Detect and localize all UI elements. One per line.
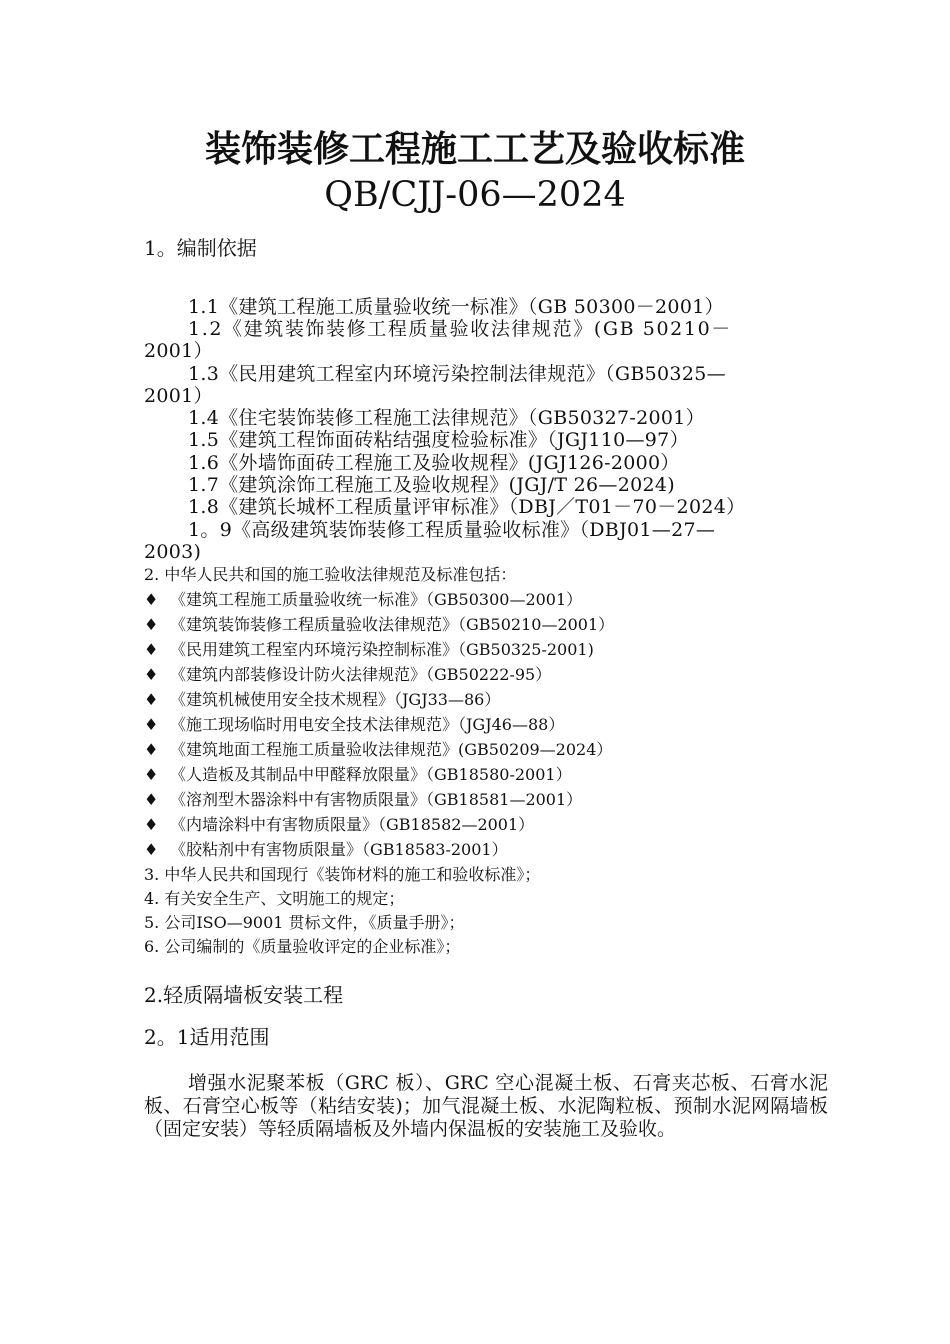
bullet-text: 《人造板及其制品中甲醛释放限量》（GB18580-2001）	[170, 765, 572, 784]
bullet-text: 《建筑地面工程施工质量验收法律规范》(GB50209—2024）	[170, 740, 613, 759]
reference-item-continuation: 2003)	[144, 541, 202, 563]
section-2-1-heading: 2。1适用范围	[144, 1025, 270, 1049]
diamond-bullet-icon: ♦	[144, 840, 159, 859]
bullet-text: 《建筑装饰装修工程质量验收法律规范》（GB50210—2001）	[170, 615, 615, 634]
standard-bullet-item	[144, 664, 551, 686]
standard-bullet-item	[144, 814, 534, 836]
bullet-text: 《施工现场临时用电安全技术法律规范》（JGJ46—88）	[170, 715, 565, 734]
bullet-text: 《建筑工程施工质量验收统一标准》（GB50300—2001）	[170, 590, 583, 609]
reference-item: 1.5《建筑工程饰面砖粘结强度检验标准》（JGJ110—97）	[188, 429, 689, 451]
section-1-heading: 1。编制依据	[144, 236, 257, 260]
item-5: 5. 公司ISO—9001 贯标文件，《质量手册》；	[144, 913, 465, 932]
diamond-bullet-icon: ♦	[144, 690, 159, 709]
reference-item: 1.2《建筑装饰装修工程质量验收法律规范》(GB 50210－	[188, 318, 732, 340]
standard-bullet-item	[144, 714, 564, 736]
diamond-bullet-icon: ♦	[144, 765, 159, 784]
standard-bullet-item	[144, 589, 582, 611]
section-2-heading: 2.轻质隔墙板安装工程	[144, 983, 344, 1007]
section-2-1-paragraph: 增强水泥聚苯板（GRC 板）、GRC 空心混凝土板、石膏夹芯板、石膏水泥板、石膏空心板等（粘结安装)；加气混凝土板、水泥陶粒板、预制水泥网隔墙板（固定安装）等轻质隔墙板及外墙内保温板的安装施工及验收。	[144, 1072, 828, 1140]
reference-item: 1.8《建筑长城杯工程质量评审标准》（DBJ／T01－70－2024）	[188, 496, 746, 518]
diamond-bullet-icon: ♦	[144, 665, 159, 684]
bullet-text: 《建筑内部装修设计防火法律规范》（GB50222-95）	[170, 665, 552, 684]
standard-bullet-item	[144, 614, 614, 636]
item-3: 3. 中华人民共和国现行《装饰材料的施工和验收标准》；	[144, 865, 541, 884]
bullet-text: 《胶粘剂中有害物质限量》（GB18583-2001）	[170, 840, 508, 859]
bullet-text: 《内墙涂料中有害物质限量》（GB18582—2001）	[170, 815, 535, 834]
diamond-bullet-icon: ♦	[144, 815, 159, 834]
item-4: 4. 有关安全生产、文明施工的规定；	[144, 889, 405, 908]
standard-bullet-item	[144, 639, 594, 661]
diamond-bullet-icon: ♦	[144, 740, 159, 759]
diamond-bullet-icon: ♦	[144, 590, 159, 609]
reference-item: 1.1《建筑工程施工质量验收统一标准》（GB 50300－2001）	[188, 296, 724, 318]
reference-item: 1.4《住宅装饰装修工程施工法律规范》（GB50327-2001）	[188, 407, 705, 429]
bullet-text: 《建筑机械使用安全技术规程》（JGJ33—86）	[170, 690, 501, 709]
reference-item: 1.6《外墙饰面砖工程施工及验收规程》(JGJ126-2000）	[188, 452, 680, 474]
bullet-text: 《民用建筑工程室内环境污染控制标准》（GB50325-2001)	[170, 640, 594, 659]
reference-item: 1。9《高级建筑装饰装修工程质量验收标准》（DBJ01—27—	[188, 519, 716, 541]
standard-bullet-item	[144, 739, 612, 761]
item-6: 6. 公司编制的《质量验收评定的企业标准》；	[144, 937, 461, 956]
standard-bullet-item	[144, 689, 500, 711]
diamond-bullet-icon: ♦	[144, 715, 159, 734]
reference-item: 1.3《民用建筑工程室内环境污染控制法律规范》（GB50325—	[188, 363, 726, 385]
standard-bullet-item	[144, 839, 508, 861]
bullet-text: 《溶剂型木器涂料中有害物质限量》（GB18581—2001）	[170, 790, 583, 809]
standard-bullet-item	[144, 789, 582, 811]
reference-item-continuation: 2001）	[144, 340, 213, 362]
standard-code: QB/CJJ-06—2024	[324, 175, 626, 215]
diamond-bullet-icon: ♦	[144, 615, 159, 634]
document-title: 装饰装修工程施工工艺及验收标准	[204, 129, 745, 170]
diamond-bullet-icon: ♦	[144, 790, 159, 809]
standard-bullet-item	[144, 764, 572, 786]
diamond-bullet-icon: ♦	[144, 640, 159, 659]
item-2-heading: 2. 中华人民共和国的施工验收法律规范及标准包括：	[144, 565, 517, 584]
reference-item: 1.7《建筑涂饰工程施工及验收规程》(JGJ/T 26—2024)	[188, 474, 675, 496]
reference-item-continuation: 2001）	[144, 385, 213, 407]
